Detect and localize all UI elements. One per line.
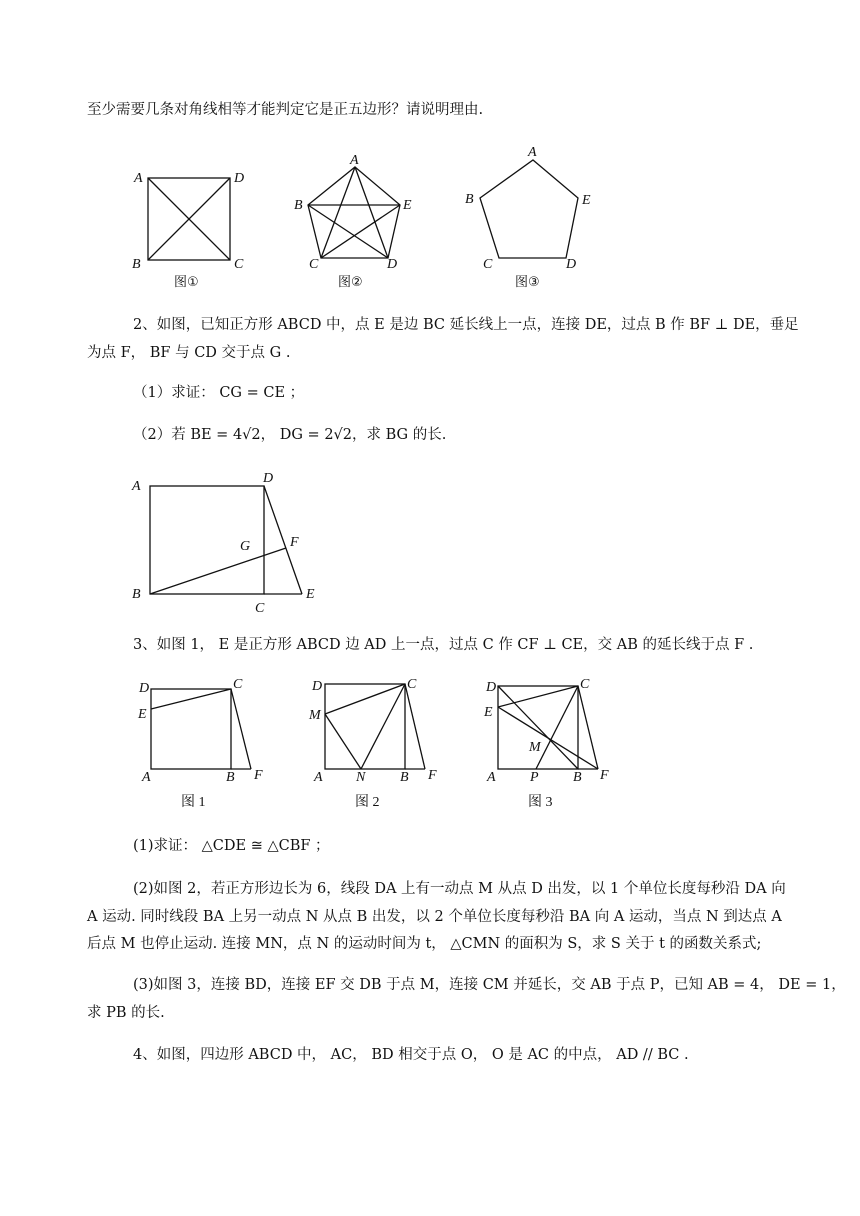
segment-ef	[498, 707, 598, 769]
caption: 图 1	[181, 795, 206, 810]
diagonal-bd	[308, 205, 388, 258]
label-f: F	[600, 768, 609, 783]
label-b: B	[226, 770, 235, 785]
q4-statement: 4、如图，四边形 ABCD 中， AC， BD 相交于点 O， O 是 AC 的中点， AD // BC .	[133, 1047, 689, 1063]
label-b: B	[132, 257, 141, 272]
label-e: E	[403, 198, 412, 213]
label-a: A	[142, 770, 151, 785]
label-m: M	[309, 708, 321, 723]
label-f: F	[290, 535, 299, 550]
q1-figure-1	[132, 171, 244, 290]
q3-part1: (1)求证： △CDE ≅ △CBF ；	[133, 838, 330, 854]
q2-statement-line2: 为点 F， BF 与 CD 交于点 G .	[87, 345, 291, 361]
label-g: G	[240, 539, 251, 554]
q3-part2-line3: 后点 M 也停止运动. 连接 MN，点 N 的运动时间为 t， △CMN 的面积为 S，求 S 关于 t 的函数关系式;	[87, 936, 762, 952]
label-a: A	[314, 770, 323, 785]
label-a: A	[350, 153, 359, 168]
label-c: C	[580, 677, 590, 692]
q3-part2-line2: A 运动. 同时线段 BA 上另一动点 N 从点 B 出发，以 2 个单位长度每秒沿 BA 向 A 运动，当点 N 到达点 A	[87, 909, 782, 925]
label-e: E	[138, 707, 147, 722]
q3-figure-3	[483, 677, 609, 810]
label-a: A	[528, 145, 537, 160]
segment-mn	[325, 714, 361, 769]
q3-figure-2	[308, 677, 437, 810]
label-e: E	[582, 193, 591, 208]
label-c: C	[233, 677, 243, 692]
segment-cf	[231, 689, 251, 769]
q3-part3-line2: 求 PB 的长.	[87, 1005, 165, 1021]
label-b: B	[573, 770, 582, 785]
segment-cf	[578, 686, 598, 769]
label-m: M	[529, 740, 541, 755]
pentagon-abcde	[480, 160, 578, 258]
diagonal-db	[498, 686, 578, 769]
label-b: B	[400, 770, 409, 785]
q1-figure-3	[465, 145, 591, 290]
caption: 图①	[174, 275, 199, 290]
square-abcd	[325, 684, 405, 769]
label-p: P	[530, 770, 539, 785]
q2-part2: （2）若 BE = 4√2， DG = 2√2，求 BG 的长.	[133, 427, 447, 443]
segment-ec	[498, 686, 578, 707]
q3-part2-line1: (2)如图 2，若正方形边长为 6，线段 DA 上有一动点 M 从点 D 出发，以 1 个单位长度每秒沿 DA 向	[133, 881, 786, 897]
label-d: D	[486, 680, 497, 695]
q2-figure	[131, 471, 315, 616]
label-a: A	[487, 770, 496, 785]
pentagon-abcde	[308, 167, 400, 258]
label-f: F	[254, 768, 263, 783]
q1-text: 至少需要几条对角线相等才能判定它是正五边形？请说明理由.	[87, 102, 484, 118]
label-d: D	[566, 257, 577, 272]
segment-mc	[325, 684, 405, 714]
q3-statement: 3、如图 1， E 是正方形 ABCD 边 AD 上一点，过点 C 作 CF ⊥ CE，交 AB 的延长线于点 F .	[133, 637, 754, 653]
segment-bf	[150, 548, 286, 594]
caption: 图 3	[528, 795, 553, 810]
caption: 图 2	[355, 795, 380, 810]
label-c: C	[234, 257, 244, 272]
q2-statement-line1: 2、如图，已知正方形 ABCD 中，点 E 是边 BC 延长线上一点，连接 DE，过点 B 作 BF ⊥ DE，垂足	[133, 317, 799, 333]
segment-cf	[405, 684, 425, 769]
label-n: N	[356, 770, 366, 785]
label-d: D	[139, 681, 150, 696]
q1-figure-2	[294, 153, 412, 290]
label-e: E	[306, 587, 315, 602]
label-c: C	[309, 257, 319, 272]
label-c: C	[255, 601, 265, 616]
label-a: A	[132, 479, 141, 494]
label-a: A	[134, 171, 143, 186]
label-c: C	[483, 257, 493, 272]
label-b: B	[294, 198, 303, 213]
caption: 图②	[338, 275, 363, 290]
square-abcd	[151, 689, 231, 769]
caption: 图③	[515, 275, 540, 290]
segment-nc	[361, 684, 405, 769]
q2-part1: （1）求证： CG = CE ；	[133, 385, 305, 401]
label-b: B	[465, 192, 474, 207]
q3-part3-line1: (3)如图 3，连接 BD，连接 EF 交 DB 于点 M，连接 CM 并延长，交 AB 于点 P，已知 AB = 4， DE = 1，	[133, 977, 846, 993]
label-f: F	[428, 768, 437, 783]
diagonal-ce	[321, 205, 400, 258]
label-c: C	[407, 677, 417, 692]
label-d: D	[312, 679, 323, 694]
label-d: D	[263, 471, 274, 486]
label-d: D	[387, 257, 398, 272]
segment-ec	[151, 689, 231, 709]
q3-figure-1	[137, 677, 263, 810]
label-d: D	[234, 171, 245, 186]
label-e: E	[484, 705, 493, 720]
segment-cp	[536, 686, 578, 769]
label-b: B	[132, 587, 141, 602]
